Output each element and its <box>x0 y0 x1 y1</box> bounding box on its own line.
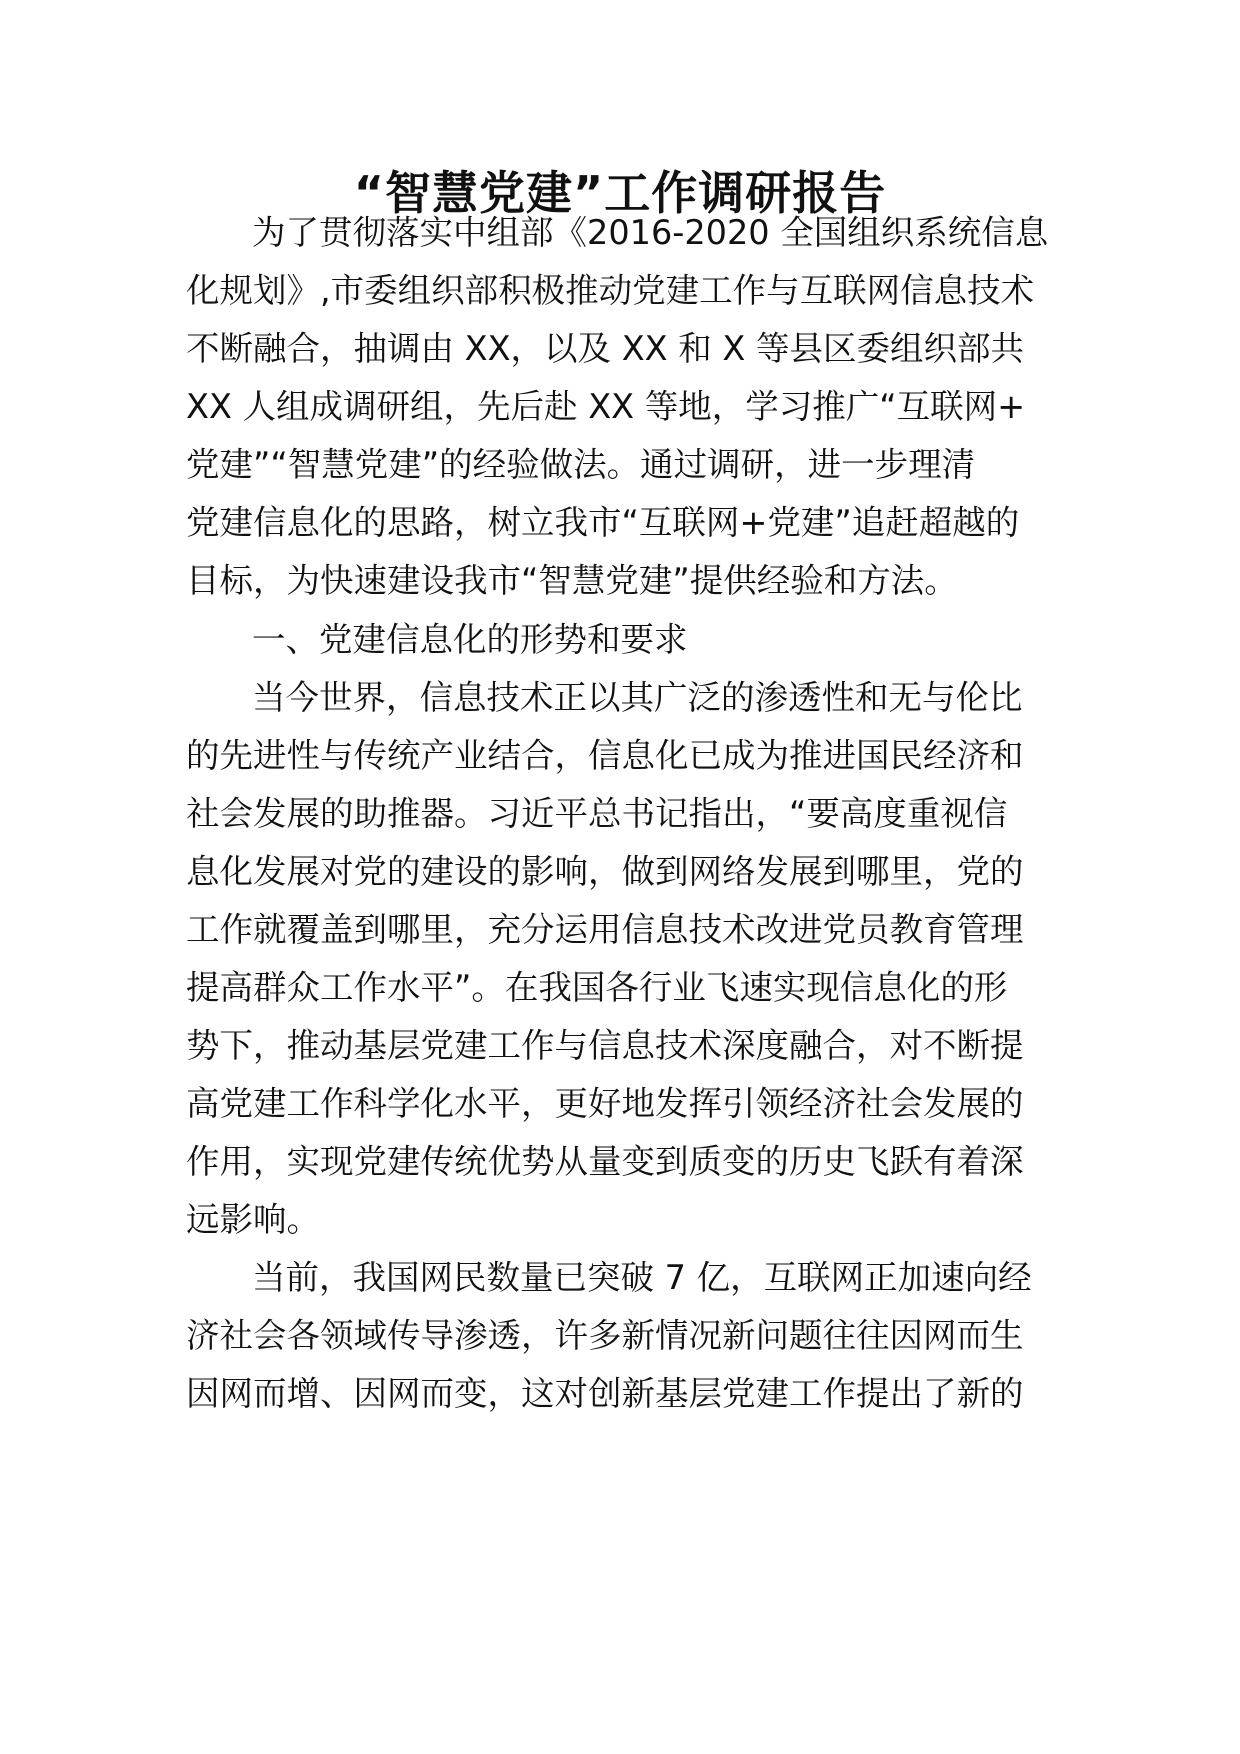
paragraph-2-line-7: 势下，推动基层党建工作与信息技术深度融合，对不断提 <box>186 1026 1024 1065</box>
section-heading-1: 一、党建信息化的形势和要求 <box>252 620 688 659</box>
paragraph-3-line-1: 当前，我国网民数量已突破 7 亿，互联网正加速向经 <box>252 1258 1032 1297</box>
paragraph-2-line-2: 的先进性与传统产业结合，信息化已成为推进国民经济和 <box>186 736 1024 775</box>
paragraph-2-line-4: 息化发展对党的建设的影响，做到网络发展到哪里，党的 <box>186 852 1024 891</box>
paragraph-1-line-5: 党建”“智慧党建”的经验做法。通过调研，进一步理清 <box>186 445 976 484</box>
paragraph-2-line-1: 当今世界，信息技术正以其广泛的渗透性和无与伦比 <box>252 678 1023 717</box>
paragraph-1-line-3: 不断融合，抽调由 XX，以及 XX 和 X 等县区委组织部共 <box>186 329 1024 368</box>
paragraph-1-line-7: 目标，为快速建设我市“智慧党建”提供经验和方法。 <box>186 561 958 600</box>
paragraph-2-line-8: 高党建工作科学化水平，更好地发挥引领经济社会发展的 <box>186 1084 1024 1123</box>
paragraph-2-line-3: 社会发展的助推器。习近平总书记指出，“要高度重视信 <box>186 794 1008 833</box>
paragraph-1-line-2: 化规划》,市委组织部积极推动党建工作与互联网信息技术 <box>186 271 1035 310</box>
paragraph-2-line-5: 工作就覆盖到哪里，充分运用信息技术改进党员教育管理 <box>186 910 1024 949</box>
paragraph-1-line-4: XX 人组成调研组，先后赴 XX 等地，学习推广“互联网+ <box>186 387 1026 426</box>
document-title: “智慧党建”工作调研报告 <box>353 166 887 220</box>
paragraph-2-line-9: 作用，实现党建传统优势从量变到质变的历史飞跃有着深 <box>186 1142 1024 1181</box>
paragraph-1-line-6: 党建信息化的思路，树立我市“互联网+党建”追赶超越的 <box>186 503 1020 542</box>
paragraph-2-line-6: 提高群众工作水平”。在我国各行业飞速实现信息化的形 <box>186 968 1008 1007</box>
paragraph-3-line-2: 济社会各领域传导渗透，许多新情况新问题往往因网而生 <box>186 1316 1024 1355</box>
paragraph-2-line-10: 远影响。 <box>186 1200 320 1239</box>
paragraph-3-line-3: 因网而增、因网而变，这对创新基层党建工作提出了新的 <box>186 1374 1024 1413</box>
paragraph-1-line-1: 为了贯彻落实中组部《2016-2020 全国组织系统信息 <box>252 213 1049 252</box>
